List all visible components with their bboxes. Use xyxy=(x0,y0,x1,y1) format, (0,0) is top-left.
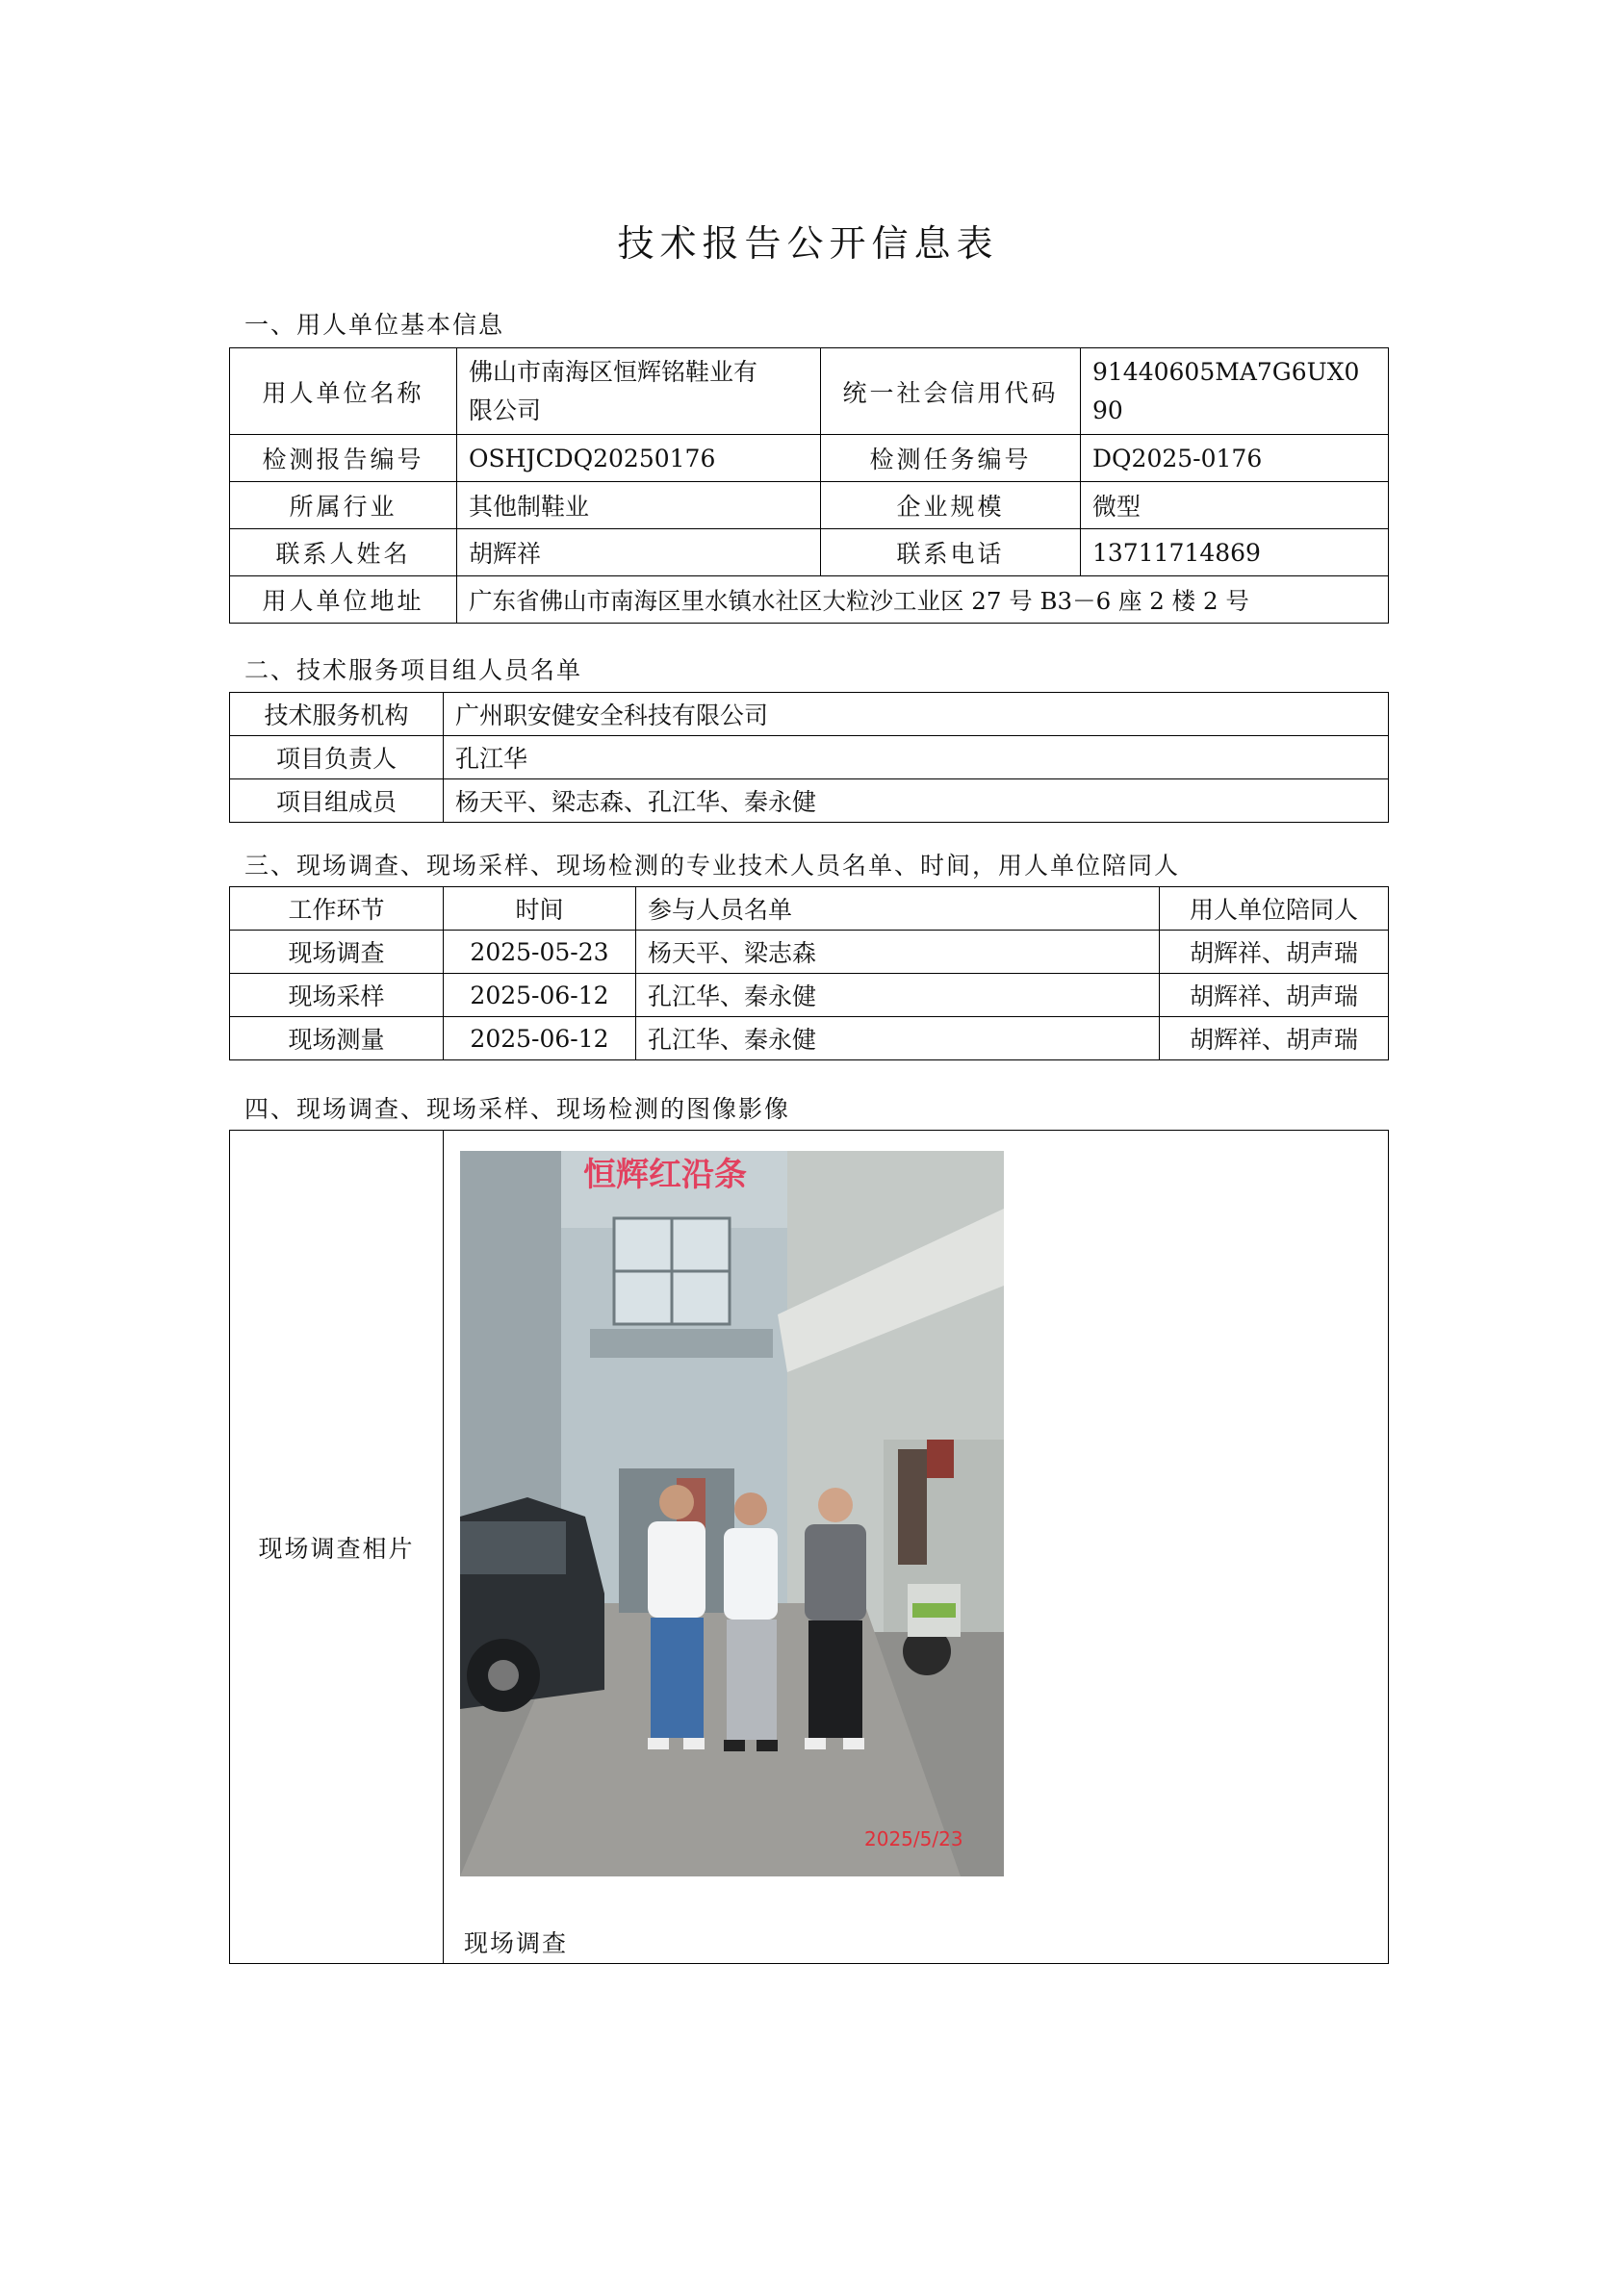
row-date: 2025-06-12 xyxy=(444,974,636,1017)
industry-value: 其他制鞋业 xyxy=(457,482,821,529)
scale-value: 微型 xyxy=(1081,482,1389,529)
credit-code-label: 统一社会信用代码 xyxy=(821,348,1081,435)
row-stage: 现场采样 xyxy=(230,974,444,1017)
basic-info-table xyxy=(229,347,1389,624)
table-row xyxy=(230,931,1389,974)
contact-label: 联系人姓名 xyxy=(230,529,457,576)
fieldwork-table xyxy=(229,886,1389,1060)
row-stage: 现场调查 xyxy=(230,931,444,974)
scale-label: 企业规模 xyxy=(821,482,1081,529)
row-date: 2025-05-23 xyxy=(444,931,636,974)
address-label: 用人单位地址 xyxy=(230,576,457,624)
credit-code-line1: 91440605MA7G6UX0 xyxy=(1092,357,1360,386)
site-survey-photo xyxy=(460,1151,1004,1876)
row-companions: 胡辉祥、胡声瑞 xyxy=(1160,1017,1389,1060)
row-date: 2025-06-12 xyxy=(444,1017,636,1060)
industry-label: 所属行业 xyxy=(230,482,457,529)
leader-value: 孔江华 xyxy=(444,736,1389,779)
unit-name-label: 用人单位名称 xyxy=(230,348,457,435)
header-stage: 工作环节 xyxy=(230,887,444,931)
address-value: 广东省佛山市南海区里水镇水社区大粒沙工业区 27 号 B3－6 座 2 楼 2 号 xyxy=(457,576,1389,624)
section-heading-fieldwork: 三、现场调查、现场采样、现场检测的专业技术人员名单、时间，用人单位陪同人 xyxy=(244,852,1181,880)
header-participants: 参与人员名单 xyxy=(636,887,1160,931)
row-participants: 杨天平、梁志森 xyxy=(636,931,1160,974)
row-stage: 现场测量 xyxy=(230,1017,444,1060)
section-heading-images: 四、现场调查、现场采样、现场检测的图像影像 xyxy=(244,1095,791,1123)
page-title: 技术报告公开信息表 xyxy=(617,222,999,265)
row-participants: 孔江华、秦永健 xyxy=(636,1017,1160,1060)
report-no-label: 检测报告编号 xyxy=(230,435,457,482)
org-label: 技术服务机构 xyxy=(230,693,444,736)
task-no-label: 检测任务编号 xyxy=(821,435,1081,482)
header-companions: 用人单位陪同人 xyxy=(1160,887,1389,931)
photo-row-label: 现场调查相片 xyxy=(230,1131,444,1964)
photo-date-stamp: 2025/5/23 xyxy=(864,1827,963,1850)
photo-caption: 现场调查 xyxy=(464,1929,569,1957)
row-companions: 胡辉祥、胡声瑞 xyxy=(1160,974,1389,1017)
phone-label: 联系电话 xyxy=(821,529,1081,576)
row-participants: 孔江华、秦永健 xyxy=(636,974,1160,1017)
header-time: 时间 xyxy=(444,887,636,931)
leader-label: 项目负责人 xyxy=(230,736,444,779)
members-label: 项目组成员 xyxy=(230,779,444,823)
unit-name-line2: 限公司 xyxy=(469,395,542,424)
row-companions: 胡辉祥、胡声瑞 xyxy=(1160,931,1389,974)
building-sign-text: 恒辉红沿条 xyxy=(583,1156,747,1194)
org-value: 广州职安健安全科技有限公司 xyxy=(444,693,1389,736)
members-value: 杨天平、梁志森、孔江华、秦永健 xyxy=(444,779,1389,823)
team-table xyxy=(229,692,1389,823)
table-row xyxy=(230,974,1389,1017)
contact-value: 胡辉祥 xyxy=(457,529,821,576)
credit-code-value xyxy=(1081,348,1389,435)
credit-code-line2: 90 xyxy=(1092,395,1123,424)
task-no-value: DQ2025-0176 xyxy=(1081,435,1389,482)
unit-name-value xyxy=(457,348,821,435)
phone-value: 13711714869 xyxy=(1081,529,1389,576)
section-heading-team: 二、技术服务项目组人员名单 xyxy=(244,656,583,684)
report-no-value: OSHJCDQ20250176 xyxy=(457,435,821,482)
section-heading-basic-info: 一、用人单位基本信息 xyxy=(244,311,505,339)
table-row xyxy=(230,1017,1389,1060)
unit-name-line1: 佛山市南海区恒辉铭鞋业有 xyxy=(469,357,758,386)
